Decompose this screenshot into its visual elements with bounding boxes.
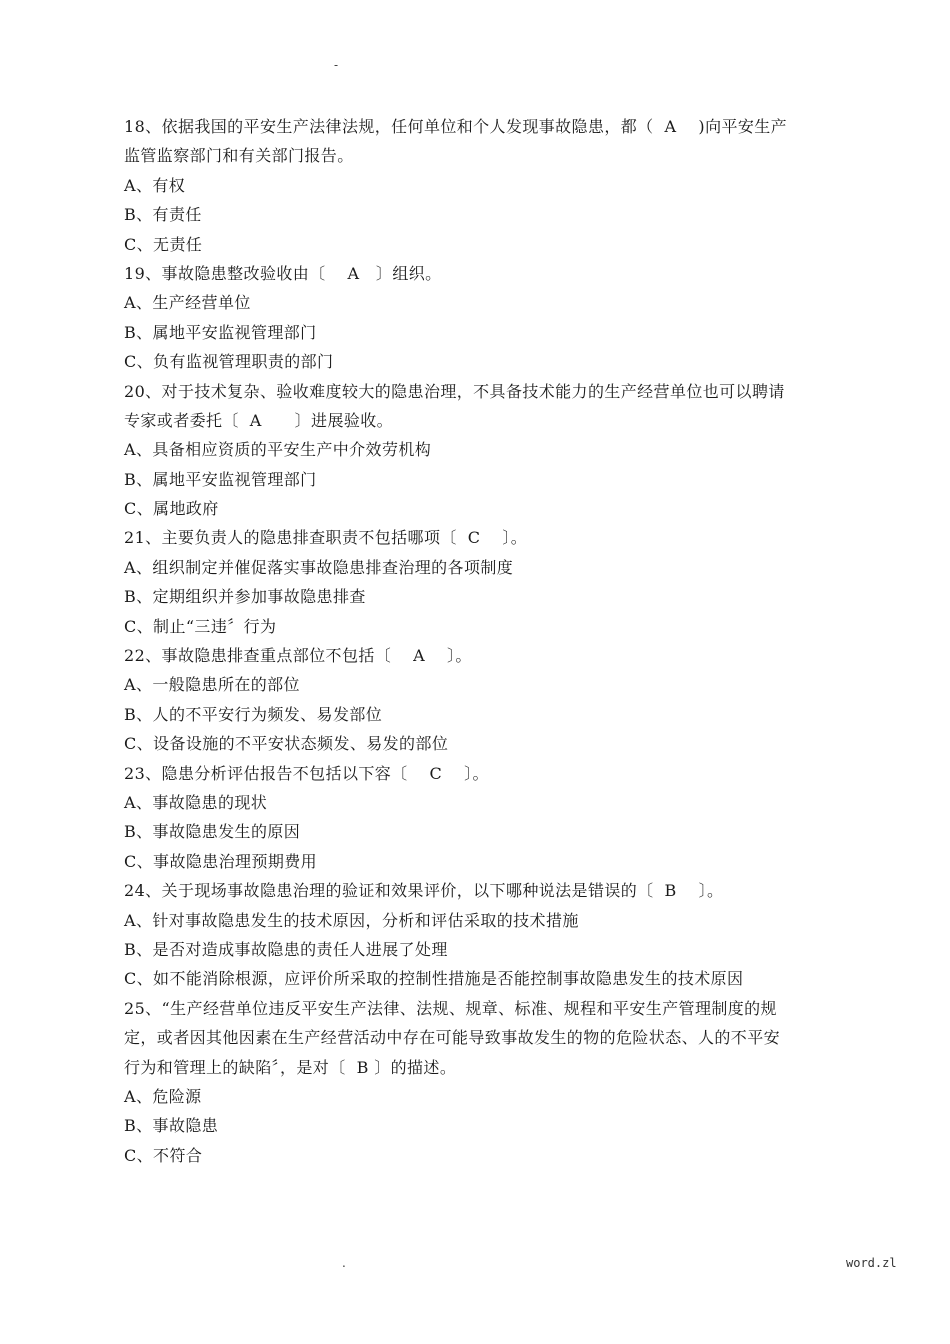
text-line: 24、关于现场事故隐患治理的验证和效果评价，以下哪种说法是错误的〔 B 〕。 (124, 881, 724, 901)
text-line: A、组织制定并催促落实事故隐患排查治理的各项制度 (124, 557, 514, 577)
text-line: C、负有监视管理职责的部门 (124, 352, 334, 372)
text-line: C、如不能消除根源，应评价所采取的控制性措施是否能控制事故隐患发生的技术原因 (124, 969, 744, 989)
text-line: B、事故隐患发生的原因 (124, 822, 301, 842)
text-line: B、事故隐患 (124, 1116, 219, 1136)
text-line: C、设备设施的不平安状态频发、易发的部位 (124, 734, 449, 754)
document-body (124, 112, 840, 1170)
text-line: B、人的不平安行为频发、易发部位 (124, 704, 383, 724)
text-line: C、无责任 (124, 234, 203, 254)
text-line: B、是否对造成事故隐患的责任人进展了处理 (124, 939, 448, 959)
text-line: A、有权 (124, 175, 186, 195)
text-line: 21、主要负责人的隐患排查职责不包括哪项〔 C 〕。 (124, 528, 528, 548)
text-line: A、生产经营单位 (124, 293, 251, 313)
text-line: A、具备相应资质的平安生产中介效劳机构 (124, 440, 432, 460)
text-line: C、属地政府 (124, 499, 219, 519)
text-line: 行为和管理上的缺陷〞，是对〔 B 〕的描述。 (124, 1057, 457, 1077)
text-line: 监管监察部门和有关部门报告。 (124, 146, 354, 166)
text-line: 18、依据我国的平安生产法律法规，任何单位和个人发现事故隐患，都（ A )向平安生产 (124, 117, 788, 136)
text-line: A、危险源 (124, 1086, 202, 1106)
text-line: B、属地平安监视管理部门 (124, 469, 317, 489)
text-line: 22、事故隐患排查重点部位不包括〔 A 〕。 (124, 646, 472, 666)
text-line: A、一般隐患所在的部位 (124, 675, 300, 695)
text-line: B、有责任 (124, 205, 202, 225)
footer-dot: . (342, 1256, 346, 1270)
text-line: 20、对于技术复杂、验收难度较大的隐患治理，不具备技术能力的生产经营单位也可以聘请 (124, 381, 785, 401)
text-line: A、针对事故隐患发生的技术原因，分析和评估采取的技术措施 (124, 910, 579, 930)
text-line: 23、隐患分析评估报告不包括以下容〔 C 〕。 (124, 763, 489, 783)
text-line: B、属地平安监视管理部门 (124, 322, 317, 342)
text-line: 19、事故隐患整改验收由〔 A 〕组织。 (124, 263, 442, 283)
text-line: A、事故隐患的现状 (124, 792, 268, 812)
header-mark: - (334, 58, 339, 72)
text-line: 专家或者委托〔 A 〕进展验收。 (124, 410, 394, 430)
text-line: C、制止“三违〞行为 (124, 616, 277, 636)
footer-watermark: word.zl (846, 1256, 897, 1270)
text-line: C、不符合 (124, 1145, 203, 1165)
text-line: B、定期组织并参加事故隐患排查 (124, 587, 366, 607)
text-line: 25、“生产经营单位违反平安生产法律、法规、规章、标准、规程和平安生产管理制度的规 (124, 998, 777, 1018)
text-line: 定，或者因其他因素在生产经营活动中存在可能导致事故发生的物的危险状态、人的不平安 (124, 1028, 781, 1048)
text-line: C、事故隐患治理预期费用 (124, 851, 318, 871)
